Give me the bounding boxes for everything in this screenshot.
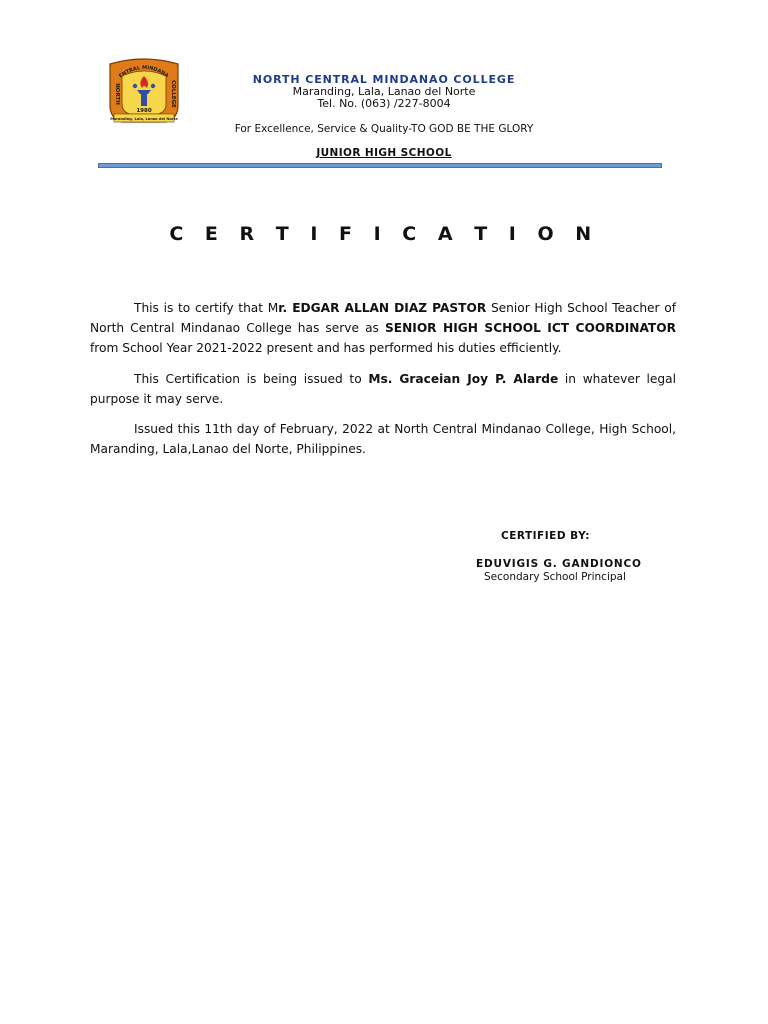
document-title: C E R T I F I C A T I O N — [169, 223, 599, 245]
issued-date-paragraph — [90, 419, 676, 459]
teacher-name: r. EDGAR ALLAN DIAZ PASTOR — [278, 301, 487, 315]
department-label: JUNIOR HIGH SCHOOL — [316, 147, 452, 159]
position-title: SENIOR HIGH SCHOOL ICT COORDINATOR — [384, 321, 676, 335]
school-motto: For Excellence, Service & Quality-TO GOD BE THE GLORY — [234, 123, 534, 135]
seal-text-right: COLLEGE — [170, 80, 176, 108]
p1-text-3: Senior High School Teacher of North Central Mindanao College has serve as — [90, 301, 676, 335]
seal-year: 1980 — [136, 108, 152, 114]
signatory-position: Secondary School Principal — [484, 571, 626, 583]
certified-by-label: CERTIFIED BY: — [501, 530, 591, 542]
requester-name: Ms. Graceian Joy P. Alarde — [368, 372, 559, 386]
seal-text-left: NORTH — [114, 83, 120, 105]
p1-text-5: from School Year 2021-2022 present and has performed his duties efficiently. — [90, 341, 562, 355]
p2-text-1: This Certification is being issued to — [134, 372, 369, 386]
p2-text-3: in whatever legal purpose it may serve. — [90, 372, 676, 406]
seal-text-bottom: Maranding, Lala, Lanao del Norte — [110, 117, 178, 121]
seal-text-top: ENTRAL MINDANA — [118, 64, 170, 80]
header-divider — [98, 163, 662, 168]
signatory-name: EDUVIGIS G. GANDIONCO — [476, 558, 642, 570]
issuance-paragraph — [90, 369, 676, 409]
school-telephone: Tel. No. (063) /227-8004 — [317, 97, 451, 110]
school-name: NORTH CENTRAL MINDANAO COLLEGE — [252, 73, 516, 86]
p3-text-1: Issued this 11th day of February, 2022 at North Central Mindanao College, High School, Maranding, Lala,Lanao del Norte, Philippines. — [90, 422, 676, 456]
p1-text-1: This is to certify that M — [134, 301, 279, 315]
certification-paragraph — [90, 298, 676, 358]
school-address: Maranding, Lala, Lanao del Norte — [292, 85, 476, 98]
